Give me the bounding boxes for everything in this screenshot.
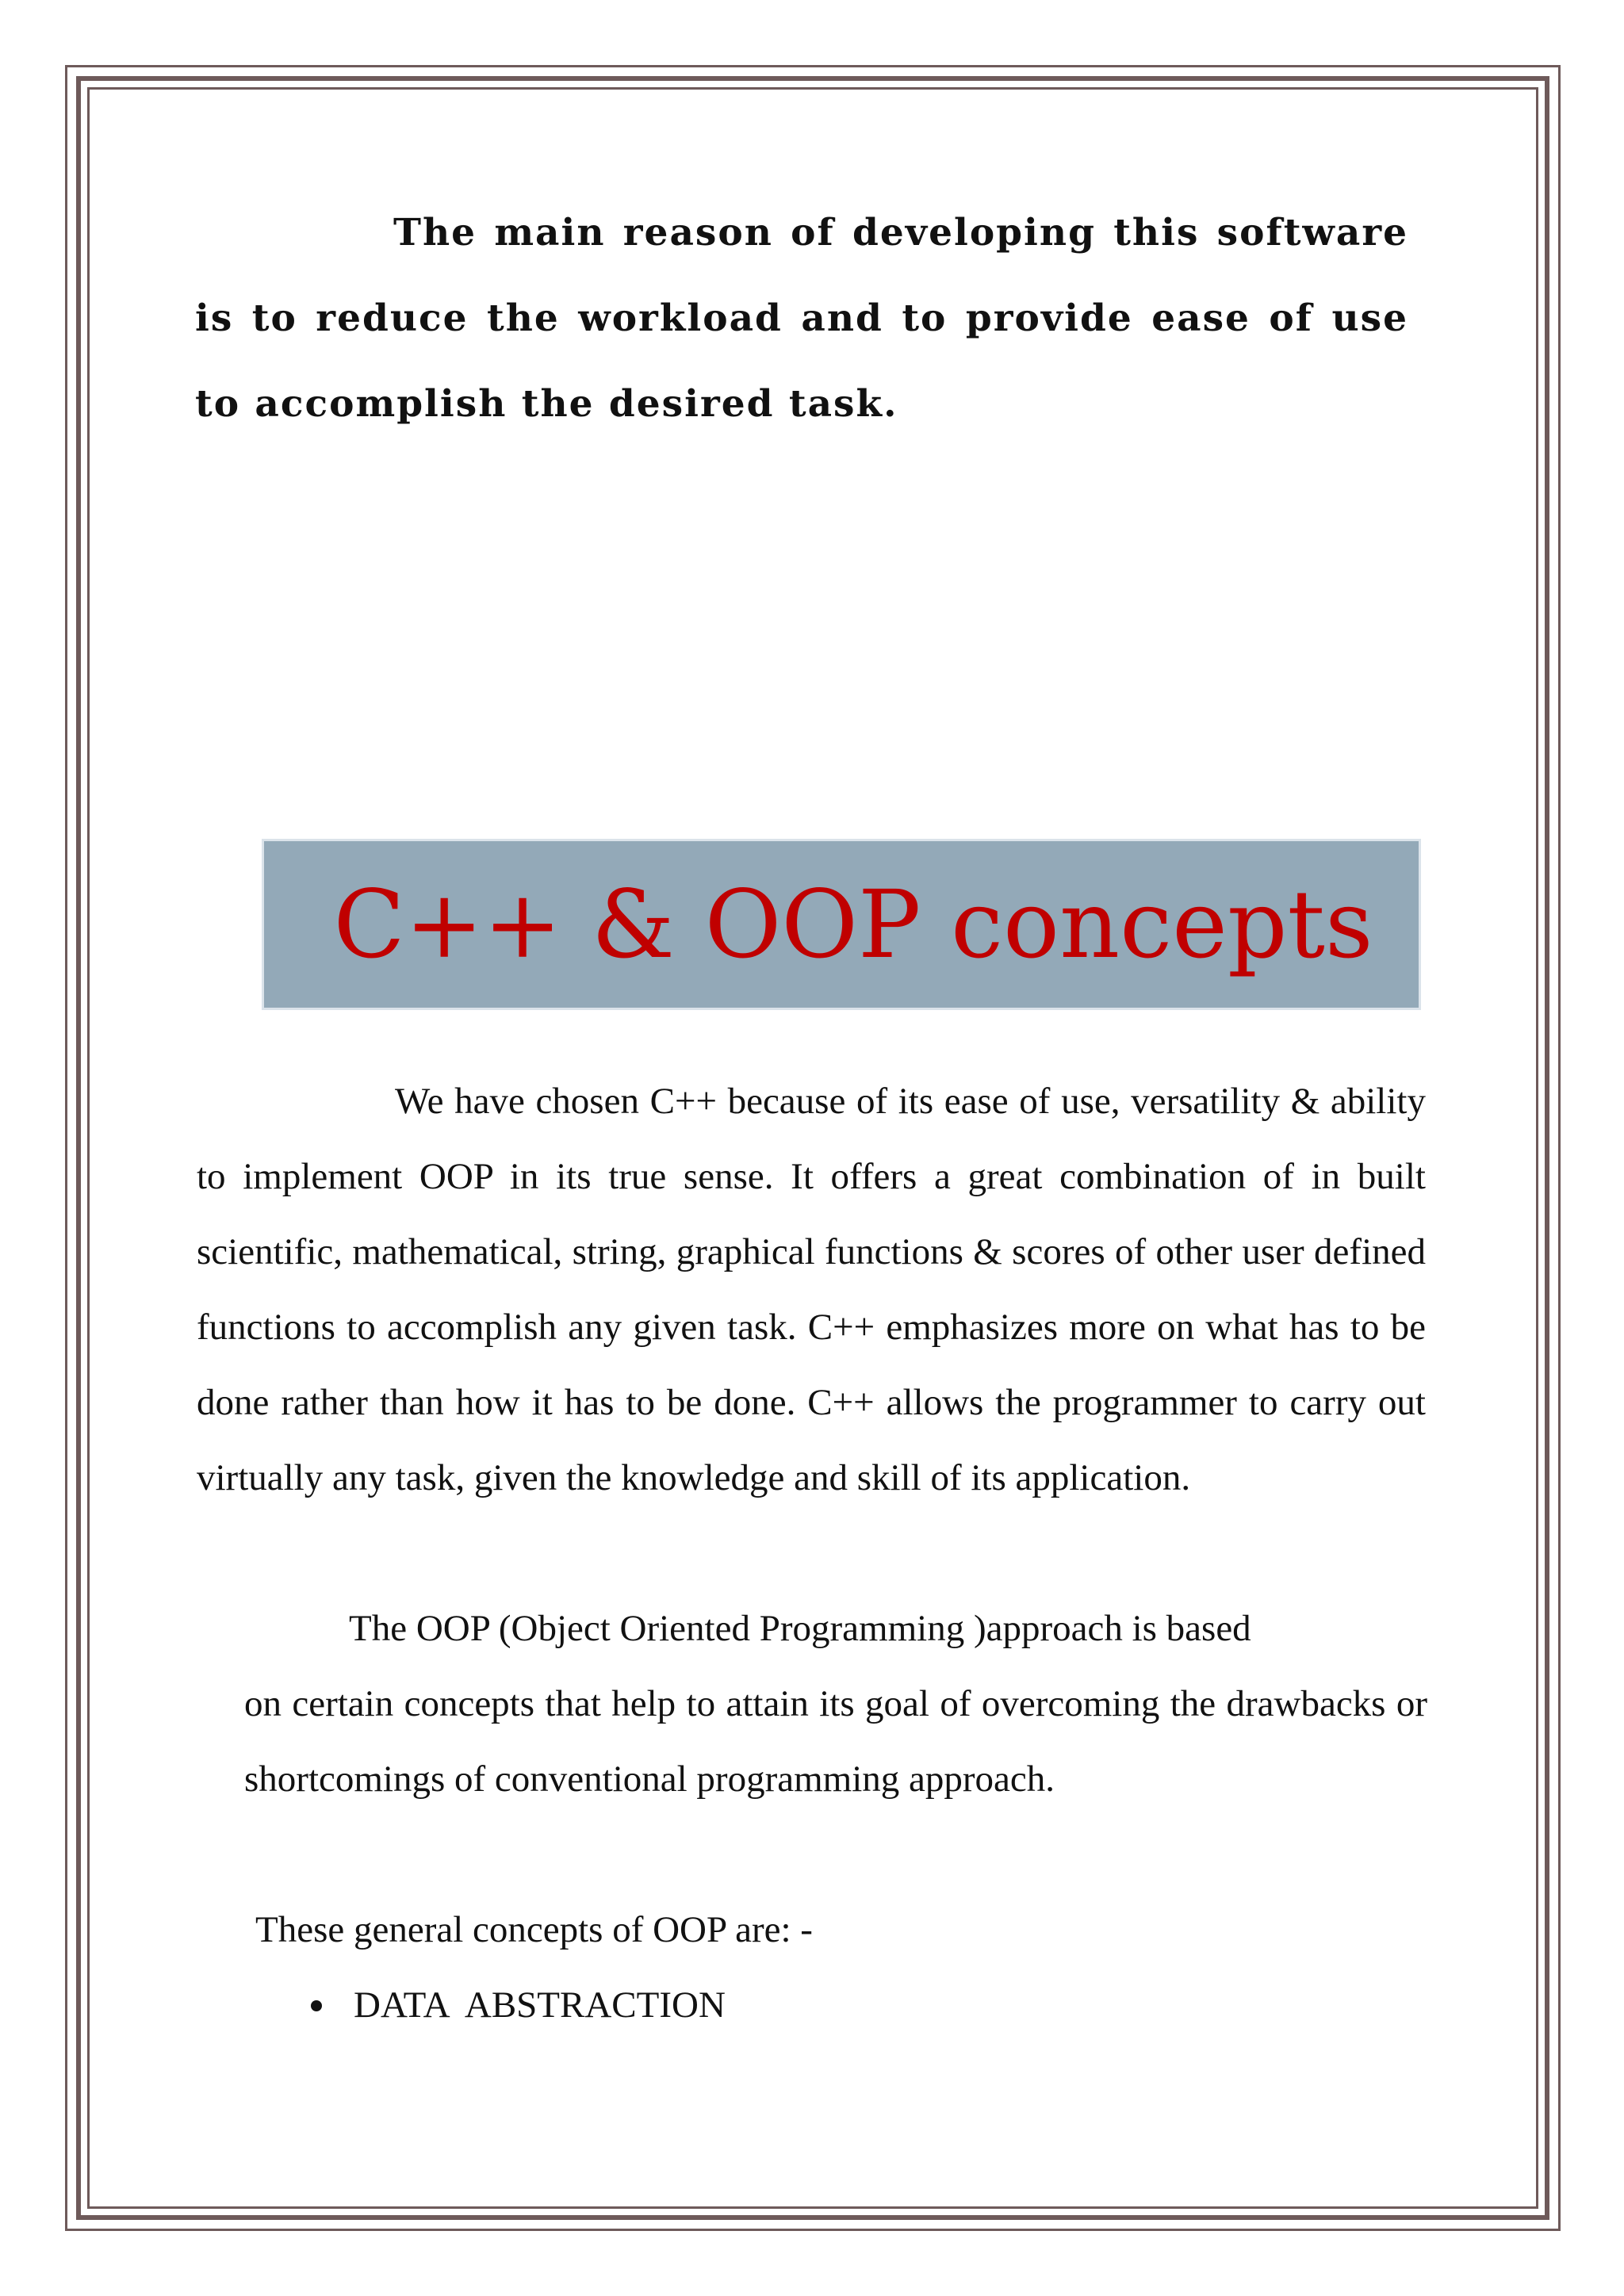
oop-concepts-list bbox=[311, 1968, 726, 2043]
list-item bbox=[311, 1968, 726, 2043]
list-item-label: DATA ABSTRACTION bbox=[354, 1984, 726, 2026]
oop-paragraph-first-line: The OOP (Object Oriented Programming )approach is based bbox=[349, 1608, 1251, 1649]
oop-paragraph-continuation: on certain concepts that help to attain its goal of overcoming the drawbacks or shortcomings of conventional programming approach. bbox=[244, 1683, 1427, 1800]
bullet-icon bbox=[311, 2000, 322, 2011]
section-heading-banner bbox=[262, 839, 1421, 1010]
section-heading-title: C++ & OOP concepts bbox=[333, 870, 1373, 979]
intro-paragraph: The main reason of developing this software is to reduce the workload and to provide ease of use to accomplish the desired task. bbox=[195, 211, 1408, 426]
concepts-intro-text: These general concepts of OOP are: - bbox=[255, 1909, 813, 1950]
cpp-reason-paragraph: We have chosen C++ because of its ease of use, versatility & ability to implement OOP in its true sense. It offers a great combination of in built scientific, mathematical, string, graphical functions & scores of other user defined functions to accomplish any given task. C++ emphasizes more on what has to be done rather than how it has to be done. C++ allows the programmer to carry out virtually any task, given the knowledge and skill of its application. bbox=[197, 1081, 1426, 1498]
